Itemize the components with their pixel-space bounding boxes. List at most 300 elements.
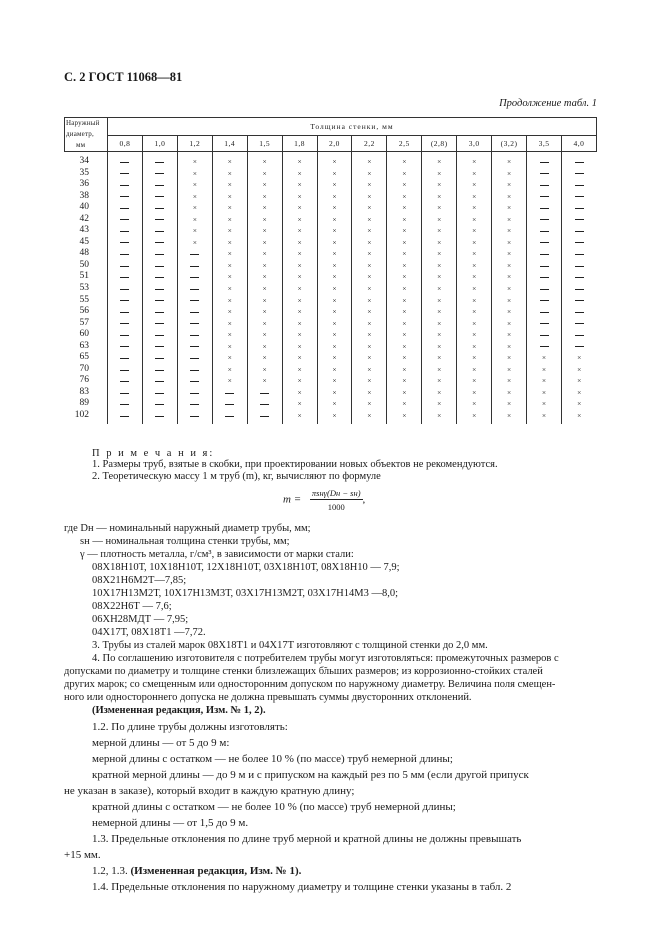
formula-lhs: m = — [283, 493, 302, 506]
unavailable-dash — [177, 260, 212, 272]
available-mark: × — [387, 341, 422, 353]
table-row — [65, 352, 597, 364]
available-mark: × — [422, 295, 457, 307]
available-mark: × — [352, 237, 387, 249]
unavailable-dash — [142, 329, 177, 341]
available-mark: × — [282, 179, 317, 191]
available-mark: × — [457, 248, 492, 260]
available-mark: × — [247, 248, 282, 260]
available-mark: × — [352, 260, 387, 272]
outer-diameter-cell: 53 — [79, 283, 89, 294]
thickness-col-header: 2,0 — [317, 135, 352, 152]
thickness-col-header: 3,0 — [457, 135, 492, 152]
available-mark: × — [352, 341, 387, 353]
unavailable-dash — [177, 387, 212, 399]
unavailable-dash — [561, 260, 596, 272]
thickness-col-header: 3,5 — [527, 135, 562, 152]
unavailable-dash — [142, 214, 177, 226]
available-mark: × — [352, 387, 387, 399]
available-mark: × — [212, 306, 247, 318]
table-row — [65, 179, 597, 191]
available-mark: × — [457, 306, 492, 318]
unavailable-dash — [108, 260, 143, 272]
unavailable-dash — [177, 375, 212, 387]
thickness-values-row — [65, 135, 597, 152]
table-row — [65, 202, 597, 214]
available-mark: × — [317, 283, 352, 295]
thickness-col-header: 1,8 — [282, 135, 317, 152]
unavailable-dash — [527, 214, 562, 226]
available-mark: × — [247, 168, 282, 180]
unavailable-dash — [177, 295, 212, 307]
thickness-header: Толщина стенки, мм — [108, 118, 597, 136]
thickness-col-header: 4,0 — [561, 135, 596, 152]
available-mark: × — [561, 364, 596, 376]
available-mark: × — [527, 364, 562, 376]
available-mark: × — [352, 168, 387, 180]
available-mark: × — [422, 410, 457, 424]
table-row — [65, 410, 597, 424]
available-mark: × — [457, 202, 492, 214]
unavailable-dash — [561, 341, 596, 353]
outer-diameter-cell: 65 — [79, 352, 89, 363]
outer-diameter-cell: 48 — [79, 248, 89, 259]
available-mark: × — [387, 306, 422, 318]
unavailable-dash — [108, 248, 143, 260]
available-mark: × — [212, 179, 247, 191]
available-mark: × — [492, 260, 527, 272]
unavailable-dash — [142, 248, 177, 260]
available-mark: × — [212, 260, 247, 272]
where-gamma: γ — плотность металла, г/см³, в зависимости от марки стали: — [80, 549, 354, 560]
available-mark: × — [387, 202, 422, 214]
available-mark: × — [492, 410, 527, 424]
table-row — [65, 152, 597, 168]
available-mark: × — [177, 237, 212, 249]
unavailable-dash — [108, 214, 143, 226]
available-mark: × — [317, 364, 352, 376]
available-mark: × — [282, 202, 317, 214]
unavailable-dash — [108, 271, 143, 283]
available-mark: × — [247, 352, 282, 364]
unavailable-dash — [212, 387, 247, 399]
unavailable-dash — [561, 295, 596, 307]
unavailable-dash — [142, 387, 177, 399]
outer-diameter-cell: 83 — [79, 386, 89, 397]
unavailable-dash — [108, 179, 143, 191]
available-mark: × — [352, 306, 387, 318]
available-mark: × — [387, 271, 422, 283]
thickness-col-header: (3,2) — [492, 135, 527, 152]
available-mark: × — [422, 364, 457, 376]
available-mark: × — [317, 214, 352, 226]
available-mark: × — [352, 225, 387, 237]
unavailable-dash — [142, 364, 177, 376]
available-mark: × — [457, 237, 492, 249]
unavailable-dash — [142, 352, 177, 364]
edition-note-1: (Измененная редакция, Изм. № 1, 2). — [92, 705, 266, 716]
available-mark: × — [387, 168, 422, 180]
available-mark: × — [212, 318, 247, 330]
table-continuation-label: Продолжение табл. 1 — [499, 98, 597, 109]
available-mark: × — [492, 364, 527, 376]
outer-diameter-cell: 34 — [79, 156, 89, 166]
available-mark: × — [247, 152, 282, 168]
unavailable-dash — [527, 191, 562, 203]
available-mark: × — [387, 260, 422, 272]
unavailable-dash — [561, 237, 596, 249]
length-1: мерной длины — от 5 до 9 м: — [92, 737, 230, 749]
page-header: С. 2 ГОСТ 11068—81 — [64, 70, 183, 84]
available-mark: × — [212, 375, 247, 387]
available-mark: × — [492, 271, 527, 283]
available-mark: × — [387, 225, 422, 237]
available-mark: × — [457, 271, 492, 283]
available-mark: × — [457, 375, 492, 387]
pipe-sizes-table — [64, 117, 597, 424]
available-mark: × — [422, 352, 457, 364]
available-mark: × — [492, 295, 527, 307]
available-mark: × — [317, 410, 352, 424]
available-mark: × — [352, 398, 387, 410]
available-mark: × — [387, 214, 422, 226]
available-mark: × — [457, 179, 492, 191]
unavailable-dash — [177, 248, 212, 260]
section-1-3-line-2: +15 мм. — [64, 849, 101, 861]
outer-diameter-cell: 102 — [74, 410, 89, 421]
unavailable-dash — [561, 179, 596, 191]
unavailable-dash — [177, 364, 212, 376]
unavailable-dash — [177, 318, 212, 330]
available-mark: × — [282, 248, 317, 260]
available-mark: × — [422, 341, 457, 353]
available-mark: × — [422, 202, 457, 214]
available-mark: × — [492, 387, 527, 399]
unavailable-dash — [247, 410, 282, 424]
available-mark: × — [212, 341, 247, 353]
available-mark: × — [317, 271, 352, 283]
available-mark: × — [457, 364, 492, 376]
outer-diameter-cell: 56 — [79, 306, 89, 317]
outer-diameter-cell: 76 — [79, 375, 89, 386]
available-mark: × — [247, 306, 282, 318]
note-4-line-1: 4. По соглашению изготовителя с потребителем трубы могут изготовляться: промежуточных размеров с — [92, 653, 559, 664]
unavailable-dash — [142, 225, 177, 237]
table-row — [65, 214, 597, 226]
outer-diameter-cell: 55 — [79, 294, 89, 305]
outer-diameter-cell: 40 — [79, 202, 89, 213]
available-mark: × — [492, 352, 527, 364]
unavailable-dash — [561, 168, 596, 180]
unavailable-dash — [247, 387, 282, 399]
available-mark: × — [457, 168, 492, 180]
table-row — [65, 295, 597, 307]
available-mark: × — [282, 375, 317, 387]
unavailable-dash — [527, 179, 562, 191]
available-mark: × — [247, 283, 282, 295]
unavailable-dash — [527, 237, 562, 249]
unavailable-dash — [561, 283, 596, 295]
available-mark: × — [457, 225, 492, 237]
unavailable-dash — [142, 168, 177, 180]
unavailable-dash — [108, 283, 143, 295]
unavailable-dash — [177, 398, 212, 410]
outer-diameter-cell: 43 — [79, 225, 89, 236]
available-mark: × — [317, 375, 352, 387]
available-mark: × — [527, 352, 562, 364]
length-2: мерной длины с остатком — не более 10 % (по массе) труб немерной длины; — [92, 753, 453, 765]
available-mark: × — [212, 271, 247, 283]
thickness-col-header: 1,4 — [212, 135, 247, 152]
available-mark: × — [177, 214, 212, 226]
thickness-col-header: 2,2 — [352, 135, 387, 152]
length-4: кратной длины с остатком — не более 10 % (по массе) труб немерной длины; — [92, 801, 456, 813]
available-mark: × — [561, 375, 596, 387]
table-body — [65, 152, 597, 424]
available-mark: × — [352, 410, 387, 424]
unavailable-dash — [561, 225, 596, 237]
unavailable-dash — [247, 398, 282, 410]
steel-density-2: 08Х21Н6М2Т—7,85; — [92, 575, 187, 586]
available-mark: × — [457, 318, 492, 330]
available-mark: × — [317, 168, 352, 180]
edition-note-2: 1.2, 1.3. (Измененная редакция, Изм. № 1). — [92, 865, 302, 877]
available-mark: × — [492, 152, 527, 168]
available-mark: × — [352, 283, 387, 295]
unavailable-dash — [142, 410, 177, 424]
outer-diameter-cell: 50 — [79, 259, 89, 270]
unavailable-dash — [177, 410, 212, 424]
available-mark: × — [422, 179, 457, 191]
unavailable-dash — [108, 237, 143, 249]
available-mark: × — [352, 202, 387, 214]
available-mark: × — [212, 202, 247, 214]
unavailable-dash — [527, 318, 562, 330]
unavailable-dash — [527, 341, 562, 353]
unavailable-dash — [108, 398, 143, 410]
steel-density-6: 04Х17Т, 08Х18Т1 —7,72. — [92, 627, 206, 638]
available-mark: × — [387, 318, 422, 330]
thickness-col-header: (2,8) — [422, 135, 457, 152]
available-mark: × — [317, 352, 352, 364]
available-mark: × — [422, 237, 457, 249]
note-3: 3. Трубы из сталей марок 08Х18Т1 и 04Х17Т изготовляют с толщиной стенки до 2,0 мм. — [92, 640, 488, 651]
available-mark: × — [387, 364, 422, 376]
available-mark: × — [492, 306, 527, 318]
available-mark: × — [352, 152, 387, 168]
unavailable-dash — [142, 318, 177, 330]
unavailable-dash — [561, 329, 596, 341]
available-mark: × — [247, 202, 282, 214]
available-mark: × — [282, 191, 317, 203]
unavailable-dash — [527, 225, 562, 237]
available-mark: × — [422, 306, 457, 318]
available-mark: × — [317, 225, 352, 237]
unavailable-dash — [212, 398, 247, 410]
where-sn: sн — номинальная толщина стенки трубы, мм; — [80, 536, 290, 547]
available-mark: × — [387, 410, 422, 424]
available-mark: × — [212, 168, 247, 180]
available-mark: × — [317, 237, 352, 249]
unavailable-dash — [108, 410, 143, 424]
outer-diameter-cell: 60 — [79, 329, 89, 340]
unavailable-dash — [561, 248, 596, 260]
unavailable-dash — [142, 398, 177, 410]
available-mark: × — [492, 329, 527, 341]
table-row — [65, 237, 597, 249]
table-row — [65, 225, 597, 237]
unavailable-dash — [142, 341, 177, 353]
unavailable-dash — [142, 237, 177, 249]
available-mark: × — [527, 410, 562, 424]
formula-tail: , — [362, 493, 366, 506]
available-mark: × — [457, 341, 492, 353]
unavailable-dash — [142, 295, 177, 307]
available-mark: × — [177, 225, 212, 237]
available-mark: × — [247, 179, 282, 191]
length-3-line-1: кратной мерной длины — до 9 м и с припуском на каждый рез по 5 мм (если другой припуск — [92, 769, 529, 781]
unavailable-dash — [177, 271, 212, 283]
table-row — [65, 364, 597, 376]
available-mark: × — [282, 283, 317, 295]
table-row — [65, 329, 597, 341]
available-mark: × — [177, 202, 212, 214]
available-mark: × — [492, 168, 527, 180]
table-row — [65, 260, 597, 272]
available-mark: × — [317, 341, 352, 353]
steel-density-1: 08Х18Н10Т, 10Х18Н10Т, 12Х18Н10Т, 03Х18Н10Т, 08Х18Н10 — 7,9; — [92, 562, 400, 573]
available-mark: × — [422, 398, 457, 410]
unavailable-dash — [527, 248, 562, 260]
available-mark: × — [457, 295, 492, 307]
unavailable-dash — [561, 152, 596, 168]
unavailable-dash — [527, 168, 562, 180]
outer-diameter-cell: 35 — [79, 167, 89, 178]
unavailable-dash — [108, 225, 143, 237]
available-mark: × — [457, 260, 492, 272]
available-mark: × — [422, 387, 457, 399]
available-mark: × — [177, 168, 212, 180]
available-mark: × — [212, 248, 247, 260]
available-mark: × — [282, 260, 317, 272]
note-1: 1. Размеры труб, взятые в скобки, при проектировании новых объектов не рекомендуются. — [92, 459, 498, 470]
available-mark: × — [282, 225, 317, 237]
steel-density-5: 06ХН28МДТ — 7,95; — [92, 614, 189, 625]
outer-diameter-cell: 70 — [79, 363, 89, 374]
available-mark: × — [317, 329, 352, 341]
available-mark: × — [352, 352, 387, 364]
length-5: немерной длины — от 1,5 до 9 м. — [92, 817, 249, 829]
available-mark: × — [247, 364, 282, 376]
available-mark: × — [527, 387, 562, 399]
available-mark: × — [317, 202, 352, 214]
available-mark: × — [247, 237, 282, 249]
available-mark: × — [317, 260, 352, 272]
outer-diameter-cell: 63 — [79, 340, 89, 351]
steel-density-3: 10Х17Н13М2Т, 10Х17Н13М3Т, 03Х17Н13М2Т, 03Х17Н14М3 —8,0; — [92, 588, 399, 599]
section-1-2: 1.2. По длине трубы должны изготовлять: — [92, 721, 288, 733]
outer-diameter-cell: 36 — [79, 179, 89, 190]
unavailable-dash — [527, 283, 562, 295]
unavailable-dash — [142, 271, 177, 283]
available-mark: × — [352, 214, 387, 226]
unavailable-dash — [142, 260, 177, 272]
available-mark: × — [422, 375, 457, 387]
available-mark: × — [212, 152, 247, 168]
unavailable-dash — [177, 352, 212, 364]
available-mark: × — [212, 191, 247, 203]
available-mark: × — [387, 283, 422, 295]
available-mark: × — [177, 191, 212, 203]
unavailable-dash — [108, 152, 143, 168]
available-mark: × — [247, 295, 282, 307]
unavailable-dash — [142, 191, 177, 203]
available-mark: × — [387, 375, 422, 387]
unavailable-dash — [108, 202, 143, 214]
note-4-line-2: допусками по диаметру и толщине стенки близлежащих б̃льших размеров; из коррозионно-стойких сталей — [64, 666, 543, 677]
available-mark: × — [387, 248, 422, 260]
available-mark: × — [352, 318, 387, 330]
formula-numerator: πsнγ(Dн − sн) — [311, 488, 361, 498]
available-mark: × — [422, 283, 457, 295]
available-mark: × — [387, 191, 422, 203]
available-mark: × — [387, 295, 422, 307]
available-mark: × — [352, 329, 387, 341]
thickness-col-header: 1,5 — [247, 135, 282, 152]
available-mark: × — [247, 341, 282, 353]
available-mark: × — [247, 191, 282, 203]
table-row — [65, 398, 597, 410]
available-mark: × — [492, 375, 527, 387]
unavailable-dash — [108, 329, 143, 341]
od-column-header: Наружный диаметр, мм — [65, 118, 108, 152]
available-mark: × — [317, 387, 352, 399]
unavailable-dash — [142, 283, 177, 295]
available-mark: × — [212, 329, 247, 341]
available-mark: × — [387, 387, 422, 399]
available-mark: × — [561, 398, 596, 410]
available-mark: × — [317, 191, 352, 203]
note-2: 2. Теоретическую массу 1 м труб (m), кг, вычисляют по формуле — [92, 471, 381, 482]
available-mark: × — [212, 364, 247, 376]
available-mark: × — [247, 225, 282, 237]
available-mark: × — [457, 214, 492, 226]
available-mark: × — [492, 225, 527, 237]
unavailable-dash — [561, 191, 596, 203]
unavailable-dash — [561, 214, 596, 226]
available-mark: × — [457, 283, 492, 295]
available-mark: × — [422, 329, 457, 341]
available-mark: × — [282, 306, 317, 318]
available-mark: × — [561, 352, 596, 364]
section-1-3-line-1: 1.3. Предельные отклонения по длине труб мерной и кратной длины не должны превышать — [92, 833, 522, 845]
unavailable-dash — [142, 152, 177, 168]
available-mark: × — [282, 271, 317, 283]
available-mark: × — [492, 283, 527, 295]
available-mark: × — [282, 398, 317, 410]
available-mark: × — [387, 179, 422, 191]
available-mark: × — [317, 179, 352, 191]
unavailable-dash — [212, 410, 247, 424]
section-1-4: 1.4. Предельные отклонения по наружному диаметру и толщине стенки указаны в табл. 2 — [92, 881, 512, 893]
available-mark: × — [527, 398, 562, 410]
unavailable-dash — [527, 329, 562, 341]
available-mark: × — [317, 318, 352, 330]
available-mark: × — [317, 152, 352, 168]
available-mark: × — [387, 398, 422, 410]
outer-diameter-cell: 38 — [79, 190, 89, 201]
formula-denominator: 1000 — [327, 502, 345, 512]
